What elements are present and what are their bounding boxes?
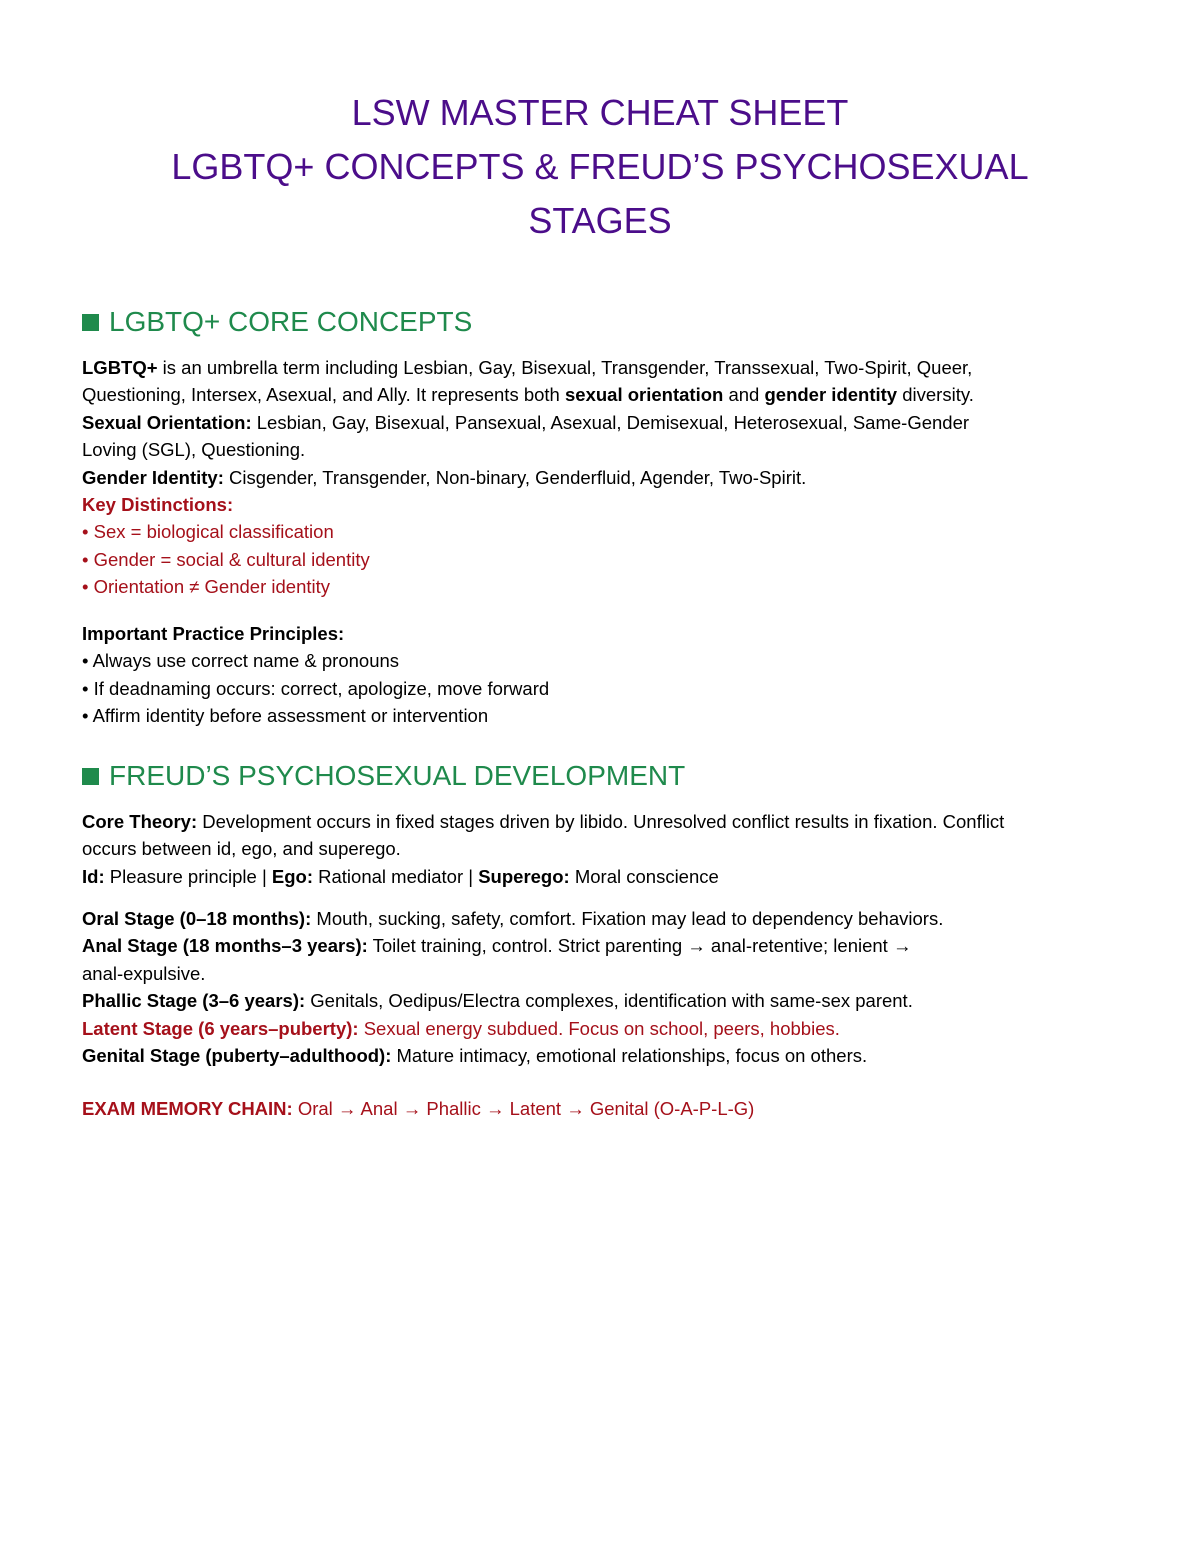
title-line-3: STAGES [528,200,672,241]
key-distinction-item: • Gender = social & cultural identity [82,548,370,570]
practice-principles-label-text: Important Practice Principles: [82,623,345,644]
lgbtq-text-1: is an umbrella term including Lesbian, Gay, Bisexual, Transgender, Transsexual, Two-Spirit, Queer, [157,357,973,378]
anal-stage-text-1: Toilet training, control. Strict parenting → anal-retentive; lenient → [367,935,912,957]
superego-label: Superego: [478,865,570,887]
core-theory-text-1: Development occurs in fixed stages driven by libido. Unresolved conflict results in fixation. Conflict [197,811,1005,832]
lgbtq-text-2: Questioning, Intersex, Asexual, and Ally. It represents both [82,384,565,406]
practice-principle-item: • If deadnaming occurs: correct, apologize, move forward [82,677,550,699]
lgbtq-text-3: diversity. [897,384,974,406]
id-text: Pleasure principle | [104,865,272,887]
memory-chain-block [82,1095,1122,1122]
key-distinction-item: • Orientation ≠ Gender identity [82,576,331,598]
practice-principles-block [82,620,1122,730]
sexual-orientation-line-1 [82,409,1122,436]
square-bullet-icon [82,314,99,331]
memory-chain-line [82,1095,1122,1122]
gender-identity-text: Cisgender, Transgender, Non-binary, Genderfluid, Agender, Two-Spirit. [223,466,807,488]
ego-text: Rational mediator | [313,865,479,887]
psyche-structure-line [82,863,1122,890]
memory-chain-label: EXAM MEMORY CHAIN: [82,1098,293,1119]
section-heading-lgbtq [82,304,472,340]
anal-stage-line-2: anal-expulsive. [82,962,206,984]
latent-stage-label: Latent Stage (6 years–puberty): [82,1017,359,1039]
gender-identity-label: Gender Identity: [82,466,224,488]
core-theory-label: Core Theory: [82,811,198,832]
title-line-1: LSW MASTER CHEAT SHEET [351,92,849,133]
lgbtq-label: LGBTQ+ [82,357,158,378]
genital-stage-line [82,1042,1122,1069]
gender-identity-line [82,464,1122,491]
phallic-stage-label: Phallic Stage (3–6 years): [82,990,306,1012]
core-theory-block [82,808,1122,890]
phallic-stage-line [82,987,1122,1014]
lgbtq-definition-line-2 [82,381,1122,408]
latent-stage-line [82,1015,1122,1042]
gender-identity-term: gender identity [764,384,898,406]
sexual-orientation-label: Sexual Orientation: [82,411,252,433]
oral-stage-line [82,905,1122,932]
section-heading-text: FREUD’S PSYCHOSEXUAL DEVELOPMENT [109,760,686,791]
genital-stage-label: Genital Stage (puberty–adulthood): [82,1045,392,1067]
section-heading-freud [82,758,685,794]
square-bullet-icon [82,768,99,785]
genital-stage-text: Mature intimacy, emotional relationships, focus on others. [391,1045,868,1067]
practice-principle-item: • Affirm identity before assessment or intervention [82,705,489,727]
core-theory-line-1 [82,808,1122,835]
title-line-2: LGBTQ+ CONCEPTS & FREUD’S PSYCHOSEXUAL [171,146,1029,187]
id-label: Id: [82,865,105,887]
lgbtq-definition-line-1 [82,354,1122,381]
sexual-orientation-line-2: Loving (SGL), Questioning. [82,439,306,461]
oral-stage-text: Mouth, sucking, safety, comfort. Fixation may lead to dependency behaviors. [311,908,944,929]
superego-text: Moral conscience [569,865,719,887]
practice-principles-label [82,620,1122,647]
stages-block [82,905,1122,1069]
key-distinctions-label [82,491,1122,518]
key-distinction-item: • Sex = biological classification [82,521,334,543]
core-theory-line-2: occurs between id, ego, and superego. [82,838,401,860]
phallic-stage-text: Genitals, Oedipus/Electra complexes, identification with same-sex parent. [305,990,913,1012]
sexual-orientation-text-1: Lesbian, Gay, Bisexual, Pansexual, Asexual, Demisexual, Heterosexual, Same-Gender [251,411,970,433]
oral-stage-label: Oral Stage (0–18 months): [82,908,312,929]
lgbtq-and: and [723,384,765,406]
section-heading-text: LGBTQ+ CORE CONCEPTS [109,306,473,337]
lgbtq-concepts-block [82,354,1122,601]
latent-stage-text: Sexual energy subdued. Focus on school, peers, hobbies. [358,1017,840,1039]
ego-label: Ego: [271,865,313,887]
memory-chain-text: Oral → Anal → Phallic → Latent → Genital (O-A-P-L-G) [292,1098,755,1119]
sexual-orientation-term: sexual orientation [565,384,724,406]
practice-principle-item: • Always use correct name & pronouns [82,650,400,672]
key-distinctions-label-text: Key Distinctions: [82,494,234,516]
anal-stage-label: Anal Stage (18 months–3 years): [82,935,368,957]
document-title [0,86,1200,248]
anal-stage-line-1 [82,932,1122,959]
